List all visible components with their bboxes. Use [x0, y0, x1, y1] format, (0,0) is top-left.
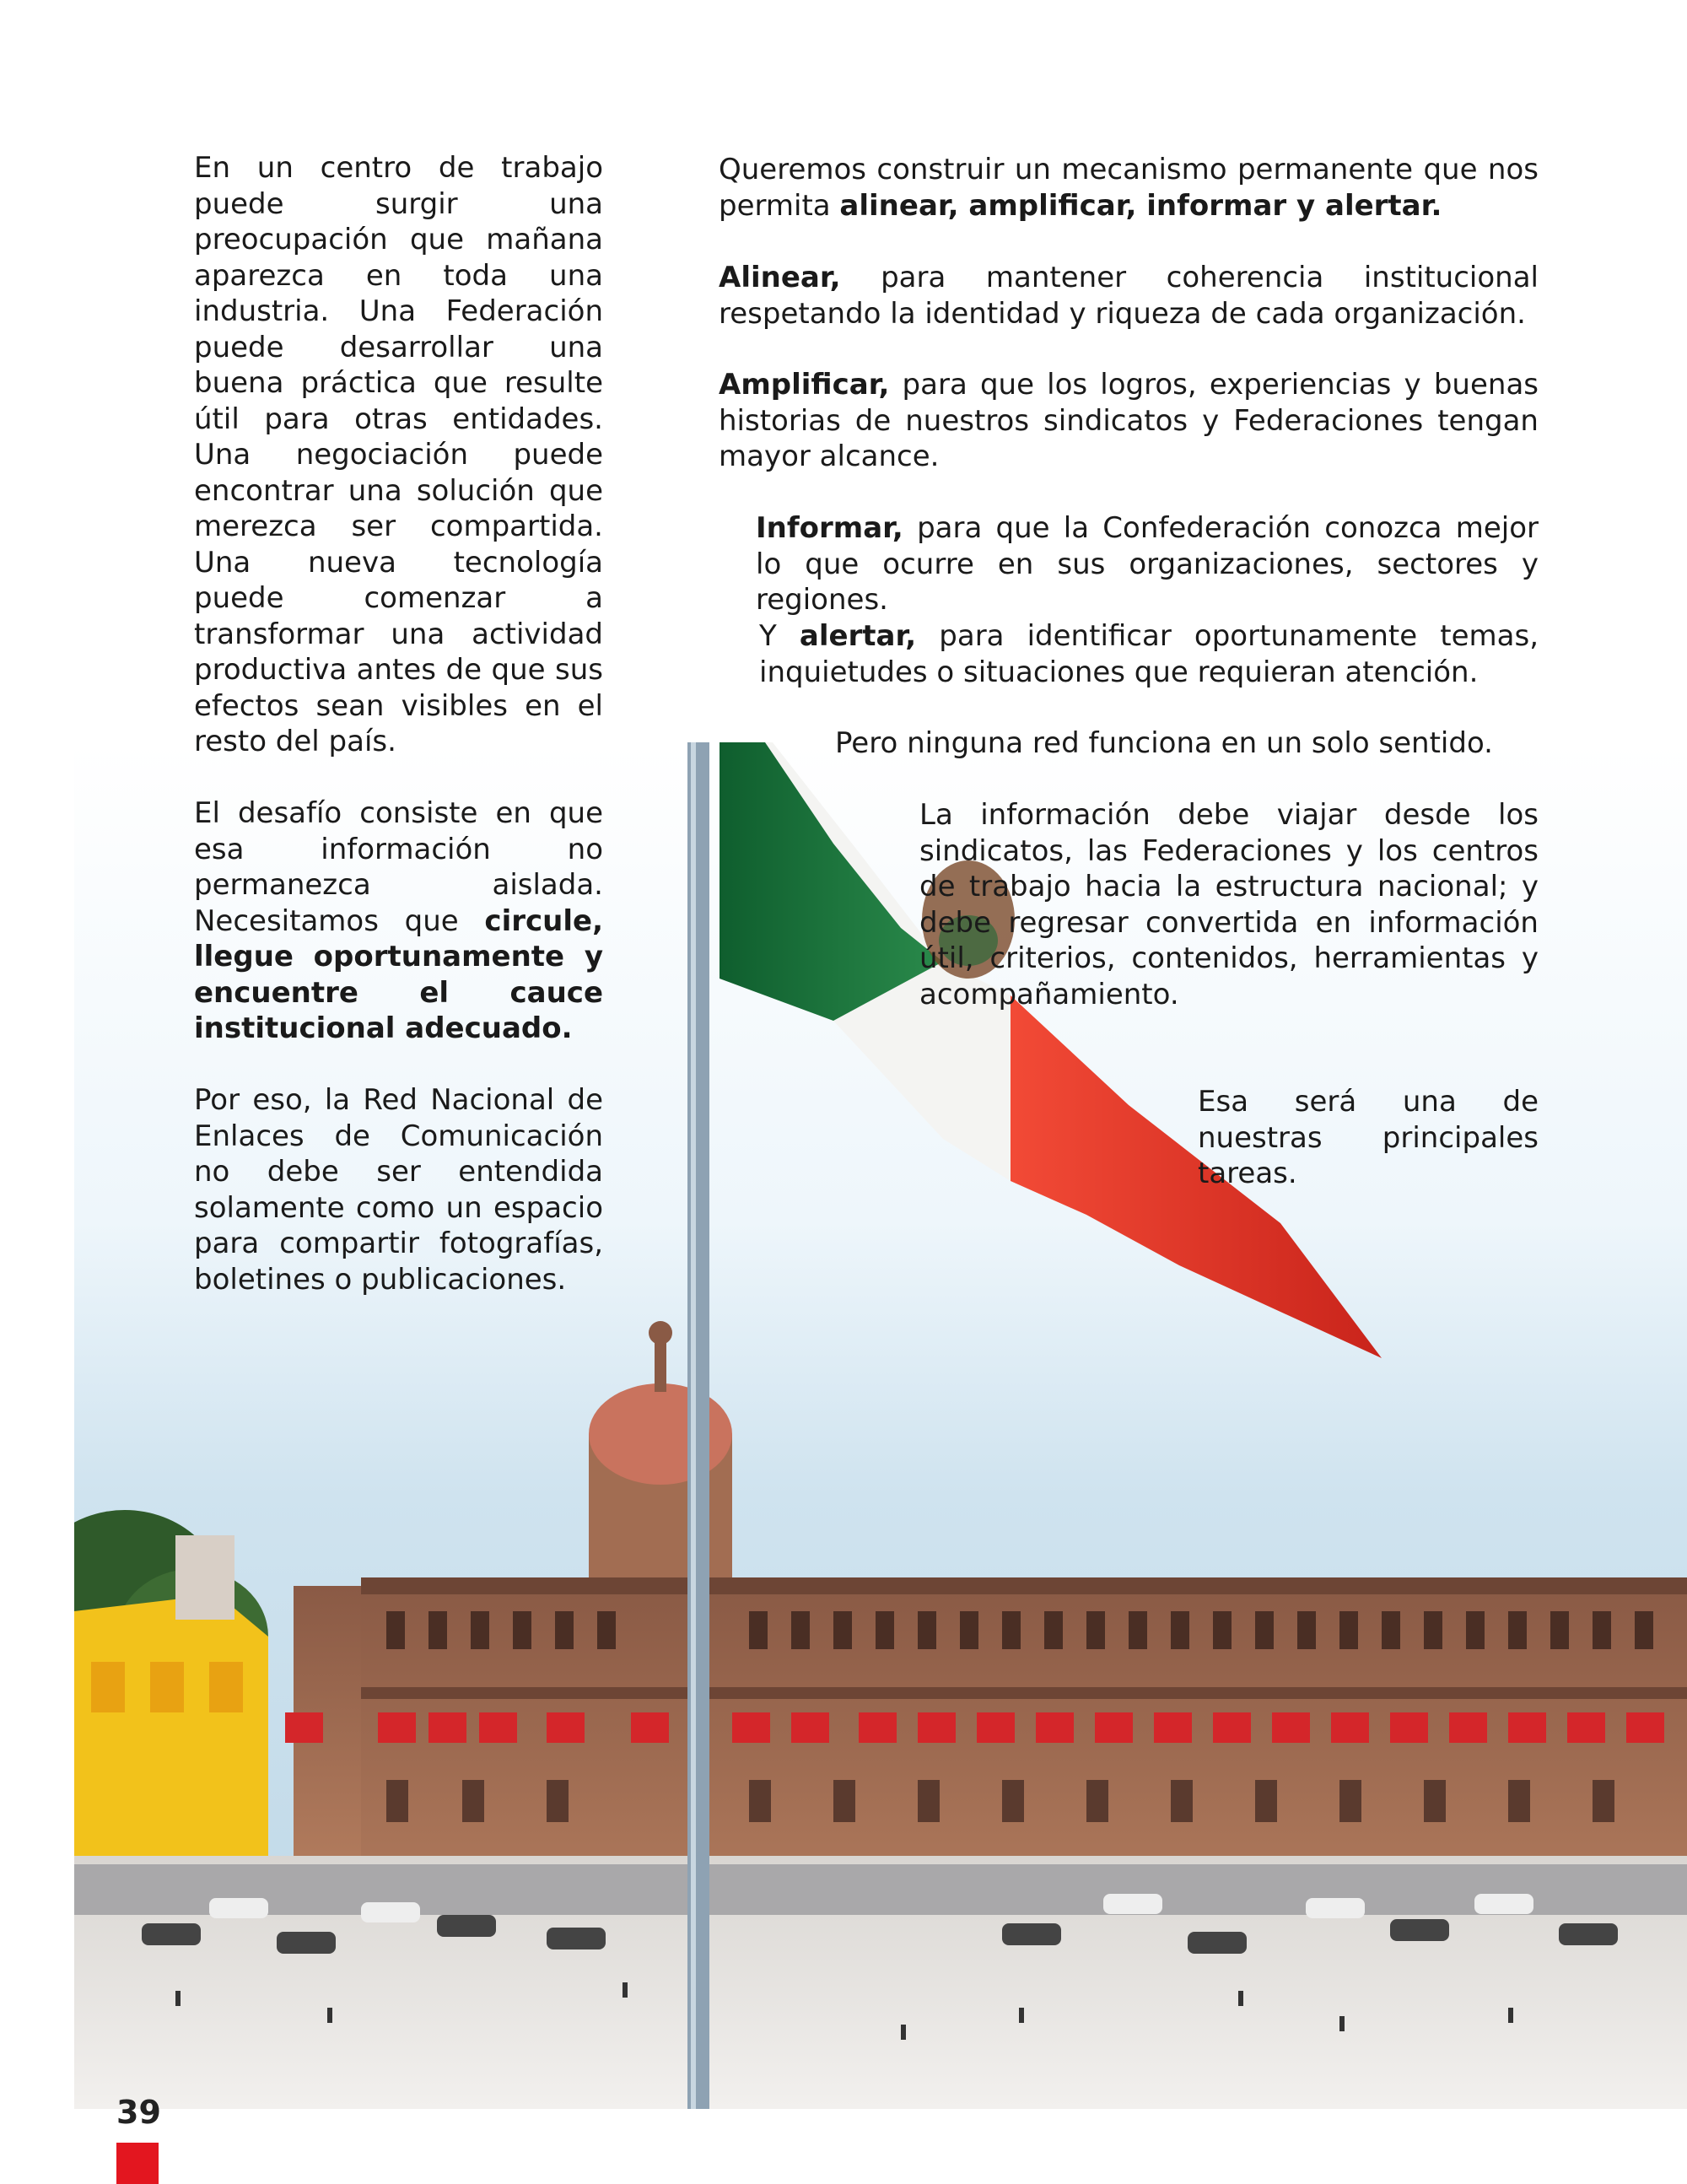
- intro-bold: alinear, amplificar, informar y alertar.: [839, 188, 1442, 223]
- alinear-bold: Alinear,: [719, 261, 841, 294]
- intro-text: Queremos construir un mecanismo permanente que nos permita: [719, 153, 1539, 223]
- left-text-column: [194, 150, 603, 1334]
- paragraph-informacion-debe-viajar: La información debe viajar desde los sindicatos, las Federaciones y los centros de trabajo hacia la estructura nacional; y debe regresar convertida en información útil, criterios, contenidos, herramientas y acompañamiento.: [919, 798, 1539, 1011]
- paragraph-desafio: [194, 795, 603, 1047]
- alertar-pre: Y: [759, 619, 800, 653]
- paragraph-desafio-text: El desafío consiste en que esa información no permanezca aislada. Necesitamos que: [194, 796, 603, 938]
- paragraph-esa-sera: Esa será una de nuestras principales tareas.: [1198, 1085, 1539, 1190]
- paragraph-informar: [756, 510, 1539, 618]
- red-accent-block: [116, 2143, 159, 2184]
- paragraph-alertar: [759, 618, 1539, 690]
- paragraph-red-nacional: Por eso, la Red Nacional de Enlaces de Comunicación no debe ser entendida solamente como un espacio para compartir fotografías, boletines o publicaciones.: [194, 1083, 603, 1297]
- alertar-text: para identificar oportunamente temas, inquietudes o situaciones que requieran atención.: [759, 619, 1539, 689]
- paragraph-ninguna-red: Pero ninguna red funciona en un solo sentido.: [835, 726, 1493, 760]
- page-number: 39: [116, 2094, 161, 2131]
- paragraph-centro-de-trabajo: En un centro de trabajo puede surgir una preocupación que mañana aparezca en toda una industria. Una Federación puede desarrollar una buena práctica que resulte útil para otras entidades. Una negociación puede encontrar una solución que merezca ser compartida. Una nueva tecnología puede comenzar a transformar una actividad productiva antes de que sus efectos sean visibles en el resto del país.: [194, 151, 603, 758]
- amplificar-text: para que los logros, experiencias y buenas historias de nuestros sindicatos y Federaciones tengan mayor alcance.: [719, 368, 1539, 473]
- paragraph-alinear: [719, 260, 1539, 332]
- informar-bold: Informar,: [756, 511, 903, 545]
- alinear-text: para mantener coherencia institucional respetando la identidad y riqueza de cada organización.: [719, 261, 1539, 331]
- paragraph-intro: [719, 152, 1539, 224]
- paragraph-amplificar: [719, 367, 1539, 475]
- informar-text: para que la Confederación conozca mejor lo que ocurre en sus organizaciones, sectores y regiones.: [756, 511, 1539, 617]
- amplificar-bold: Amplificar,: [719, 368, 890, 402]
- alertar-bold: alertar,: [799, 619, 917, 653]
- paragraph-desafio-bold: circule, llegue oportunamente y encuentre el cauce institucional adecuado.: [194, 903, 603, 1045]
